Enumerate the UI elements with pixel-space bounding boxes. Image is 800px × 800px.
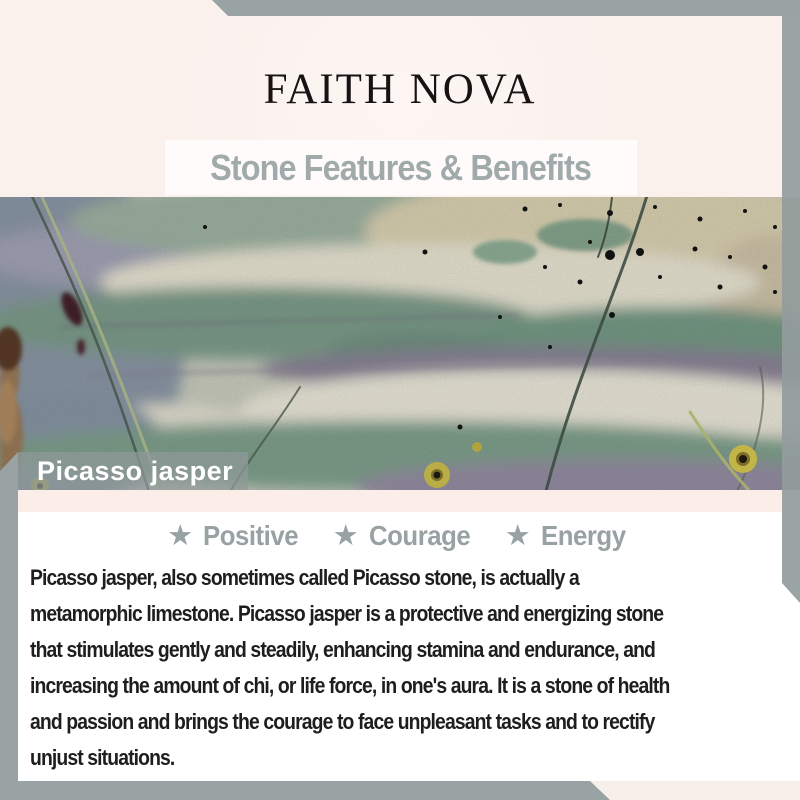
stone-photo bbox=[0, 197, 800, 490]
trait-item-positive bbox=[167, 519, 306, 553]
section-banner bbox=[165, 140, 637, 195]
star-icon: ★ bbox=[504, 520, 531, 552]
description-line: and passion and brings the courage to face unpleasant tasks and to rectify bbox=[30, 709, 655, 734]
trait-item-courage bbox=[333, 519, 479, 553]
section-banner-title: Stone Features & Benefits bbox=[210, 146, 592, 188]
divider-band bbox=[0, 490, 800, 512]
star-icon: ★ bbox=[332, 520, 359, 552]
trait-label: Courage bbox=[368, 520, 470, 551]
description-line: increasing the amount of chi, or life force, in one's aura. It is a stone of health bbox=[30, 673, 670, 698]
photo-caption-text: Picasso jasper bbox=[37, 455, 234, 486]
trait-label: Positive bbox=[203, 520, 299, 551]
description-line: that stimulates gently and steadily, enhancing stamina and endurance, and bbox=[30, 637, 655, 662]
frame-left-strip bbox=[0, 452, 18, 800]
trait-item-energy bbox=[505, 519, 633, 553]
trait-label: Energy bbox=[540, 520, 626, 551]
stone-photo-art bbox=[0, 197, 800, 490]
photo-caption-badge bbox=[18, 452, 248, 490]
description-line: metamorphic limestone. Picasso jasper is a protective and energizing stone bbox=[30, 601, 664, 626]
brand-title: FAITH NOVA bbox=[263, 66, 537, 113]
trait-list bbox=[0, 519, 800, 553]
description-paragraph bbox=[30, 560, 787, 776]
description-line: unjust situations. bbox=[30, 745, 175, 770]
frame-right-strip bbox=[782, 16, 800, 603]
description-line: Picasso jasper, also sometimes called Picasso stone, is actually a bbox=[30, 565, 579, 590]
star-icon: ★ bbox=[167, 520, 194, 552]
